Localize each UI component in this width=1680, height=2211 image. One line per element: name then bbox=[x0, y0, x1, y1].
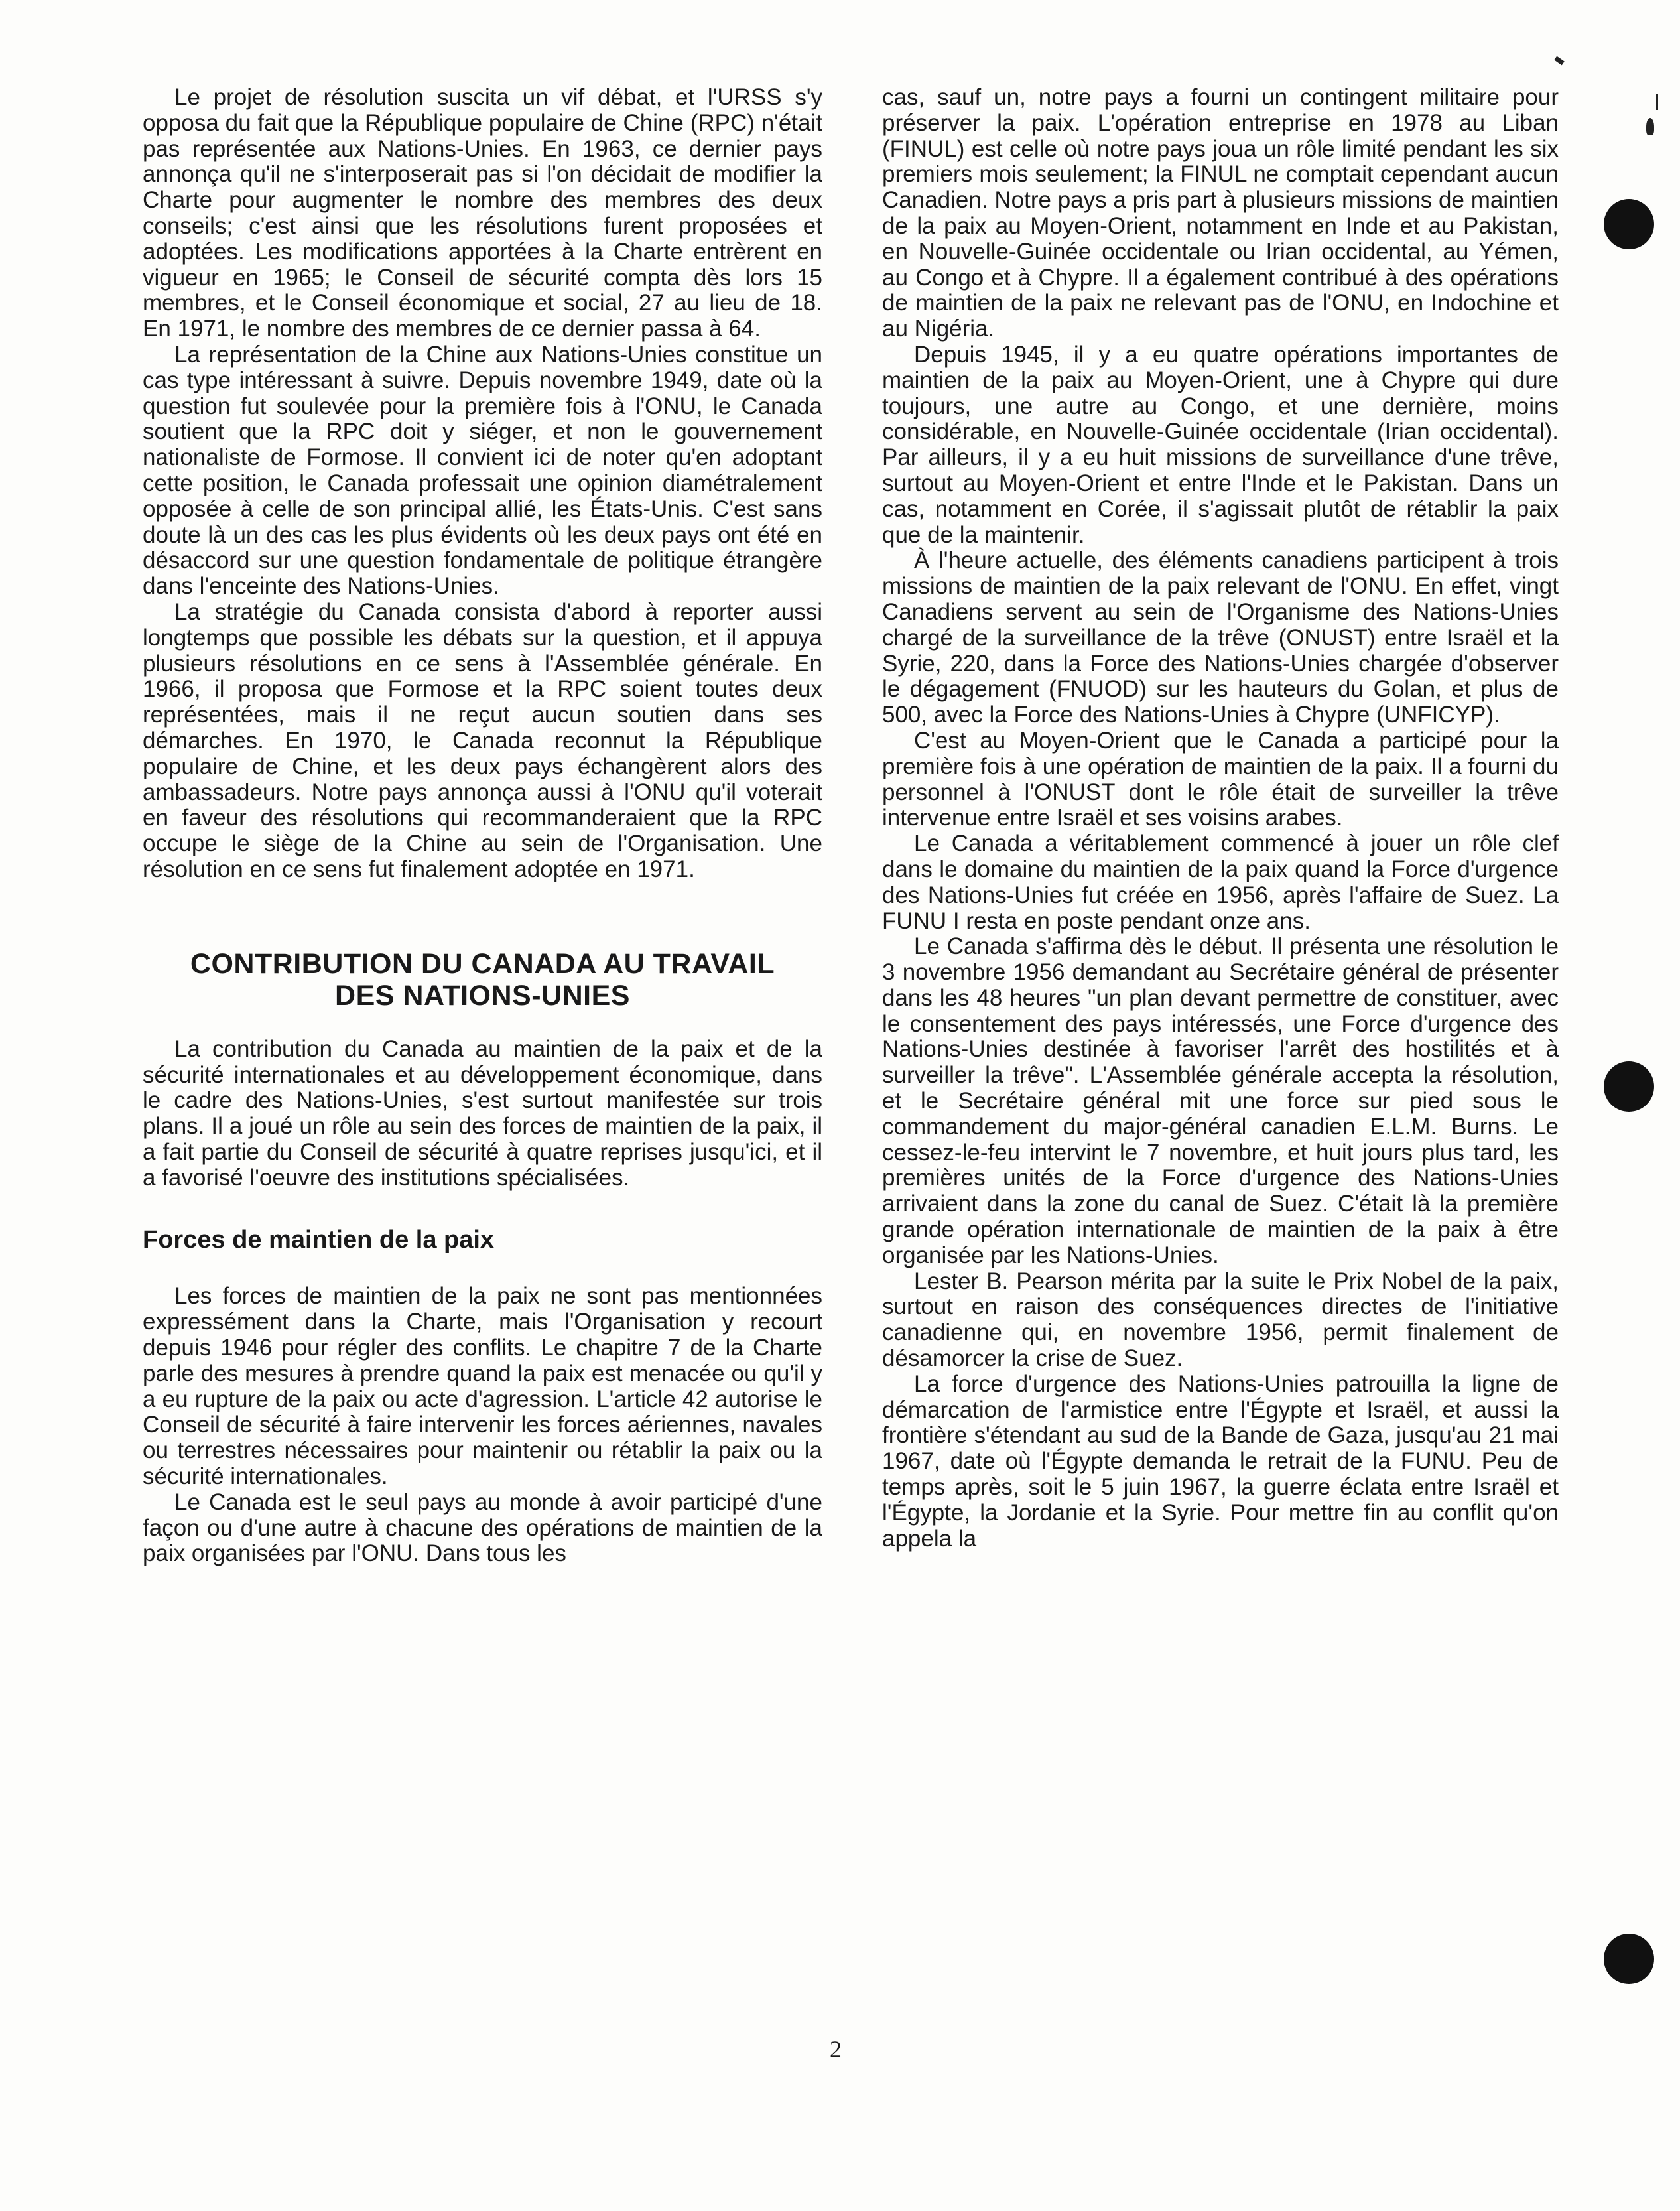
paragraph: cas, sauf un, notre pays a fourni un contingent militaire pour préserver la paix. L'opération entreprise en 1978 au Liban (FINUL) est celle où notre pays joua un rôle limité pendant les six premiers mois seulement; la FINUL ne comptait cependant aucun Canadien. Notre pays a pris part à plusieurs missions de maintien de la paix au Moyen-Orient, notamment en Inde et au Pakistan, en Nouvelle-Guinée occidentale ou Irian occidental, au Yémen, au Congo et à Chypre. Il a également contribué à des opérations de maintien de la paix ne relevant pas de l'ONU, en Indochine et au Nigéria. bbox=[882, 84, 1559, 342]
paragraph: C'est au Moyen-Orient que le Canada a participé pour la première fois à une opération de maintien de la paix. Il a fourni du personnel à l'ONUST dont le rôle était de surveiller la trêve intervenue entre Israël et ses voisins arabes. bbox=[882, 727, 1559, 831]
paragraph: Lester B. Pearson mérita par la suite le Prix Nobel de la paix, surtout en raison des conséquences directes de l'initiative canadienne qui, en novembre 1956, permit finalement de désamorcer la crise de Suez. bbox=[882, 1268, 1559, 1372]
page-number: 2 bbox=[830, 2036, 842, 2062]
right-column bbox=[882, 85, 1559, 1552]
section-heading-line-2: DES NATIONS-UNIES bbox=[335, 979, 630, 1012]
paragraph: La force d'urgence des Nations-Unies patrouilla la ligne de démarcation de l'armistice entre l'Égypte et Israël, et aussi la frontière s'étendant au sud de la Bande de Gaza, jusqu'au 21 mai 1967, date où l'Égypte demanda le retrait de la FUNU. Peu de temps après, soit le 5 juin 1967, la guerre éclata entre Israël et l'Égypte, la Jordanie et la Syrie. Pour mettre fin au conflit qu'on appela la bbox=[882, 1371, 1559, 1552]
paragraph: La contribution du Canada au maintien de la paix et de la sécurité internationales et au développement économique, dans le cadre des Nations-Unies, s'est surtout manifestée sur trois plans. Il a joué un rôle au sein des forces de maintien de la paix, il a fait partie du Conseil de sécurité à quatre reprises jusqu'ici, et il a favorisé l'oeuvre des institutions spécialisées. bbox=[143, 1036, 822, 1191]
punch-hole-icon bbox=[1604, 1061, 1654, 1112]
subsection-heading: Forces de maintien de la paix bbox=[143, 1226, 495, 1254]
section-heading-line-1: CONTRIBUTION DU CANADA AU TRAVAIL bbox=[190, 947, 775, 980]
paragraph: À l'heure actuelle, des éléments canadiens participent à trois missions de maintien de la paix relevant de l'ONU. En effet, vingt Canadiens servent au sein de l'Organisme des Nations-Unies chargé de la surveillance de la trêve (ONUST) entre Israël et la Syrie, 220, dans la Force des Nations-Unies chargée d'observer le dégagement (FNUOD) sur les hauteurs du Golan, et plus de 500, avec la Force des Nations-Unies à Chypre (UNFICYP). bbox=[882, 547, 1559, 728]
punch-hole-icon bbox=[1604, 1934, 1654, 1984]
paragraph: Le Canada a véritablement commencé à jouer un rôle clef dans le domaine du maintien de la paix quand la Force d'urgence des Nations-Unies fut créée en 1956, après l'affaire de Suez. La FUNU I resta en poste pendant onze ans. bbox=[882, 831, 1559, 934]
paragraph: La représentation de la Chine aux Nations-Unies constitue un cas type intéressant à suivre. Depuis novembre 1949, date où la question fut soulevée pour la première fois à l'ONU, le Canada soutient que la RPC doit y siéger, et non le gouvernement nationaliste de Formose. Il convient ici de noter qu'en adoptant cette position, le Canada professait une opinion diamétralement opposée à celle de son principal allié, les États-Unis. C'est sans doute là un des cas les plus évidents où les deux pays ont été en désaccord sur une question fondamentale de politique étrangère dans l'enceinte des Nations-Unies. bbox=[143, 341, 822, 600]
section-heading bbox=[143, 948, 822, 1012]
paragraph: La stratégie du Canada consista d'abord à reporter aussi longtemps que possible les débats sur la question, et il appuya plusieurs résolutions en ce sens à l'Assemblée générale. En 1966, il proposa que Formose et la RPC soient toutes deux représentées, mais il ne reçut aucun soutien dans ses démarches. En 1970, le Canada reconnut la République populaire de Chine, et les deux pays échangèrent alors des ambassadeurs. Notre pays annonça aussi à l'ONU qu'il voterait en faveur des résolutions qui recommanderaient que la RPC occupe le siège de la Chine au sein de l'Organisation. Une résolution en ce sens fut finalement adoptée en 1971. bbox=[143, 598, 822, 882]
left-column bbox=[143, 85, 822, 1567]
paragraph: Depuis 1945, il y a eu quatre opérations importantes de maintien de la paix au Moyen-Orient, une à Chypre qui dure toujours, une autre au Congo, et une dernière, moins considérable, en Nouvelle-Guinée occidentale (Irian occidental). Par ailleurs, il y a eu huit missions de surveillance d'une trêve, surtout au Moyen-Orient et entre l'Inde et le Pakistan. Dans un cas, notamment en Corée, il s'agissait plutôt de rétablir la paix que de la maintenir. bbox=[882, 341, 1559, 548]
paragraph: Le Canada s'affirma dès le début. Il présenta une résolution le 3 novembre 1956 demandant au Secrétaire général de présenter dans les 48 heures "un plan devant permettre de constituer, avec le consentement des pays intéressés, une Force d'urgence des Nations-Unies destinée à favoriser l'arrêt des hostilités et à surveiller la trêve". L'Assemblée générale accepta la résolution, et le Secrétaire général mit une force sur pied sous le commandement du major-général canadien E.L.M. Burns. Le cessez-le-feu intervint le 7 novembre, et huit jours plus tard, les premières unités de la Force d'urgence des Nations-Unies arrivaient dans la zone du canal de Suez. C'était là la première grande opération internationale de maintien de la paix à être organisée par les Nations-Unies. bbox=[882, 933, 1559, 1268]
scan-speck-icon bbox=[1646, 118, 1654, 135]
paragraph: Le Canada est le seul pays au monde à avoir participé d'une façon ou d'une autre à chacune des opérations de maintien de la paix organisées par l'ONU. Dans tous les bbox=[143, 1489, 822, 1567]
paragraph: Les forces de maintien de la paix ne sont pas mentionnées expressément dans la Charte, mais l'Organisation y recourt depuis 1946 pour régler des conflits. Le chapitre 7 de la Charte parle des mesures à prendre quand la paix est menacée ou qu'il y a eu rupture de la paix ou acte d'agression. L'article 42 autorise le Conseil de sécurité à faire intervenir les forces aériennes, navales ou terrestres nécessaires pour maintenir ou rétablir la paix ou la sécurité internationales. bbox=[143, 1283, 822, 1490]
punch-hole-icon bbox=[1604, 199, 1654, 249]
scan-speck-icon bbox=[1554, 56, 1564, 66]
scan-speck-icon bbox=[1656, 94, 1658, 110]
paragraph: Le projet de résolution suscita un vif débat, et l'URSS s'y opposa du fait que la République populaire de Chine (RPC) n'était pas représentée aux Nations-Unies. En 1963, ce dernier pays annonça qu'il ne s'interposerait pas si l'on décidait de modifier la Charte pour augmenter le nombre des membres des deux conseils; c'est ainsi que les résolutions furent proposées et adoptées. Les modifications apportées à la Charte entrèrent en vigueur en 1965; le Conseil de sécurité compta dès lors 15 membres, et le Conseil économique et social, 27 au lieu de 18. En 1971, le nombre des membres de ce dernier passa à 64. bbox=[143, 84, 822, 342]
